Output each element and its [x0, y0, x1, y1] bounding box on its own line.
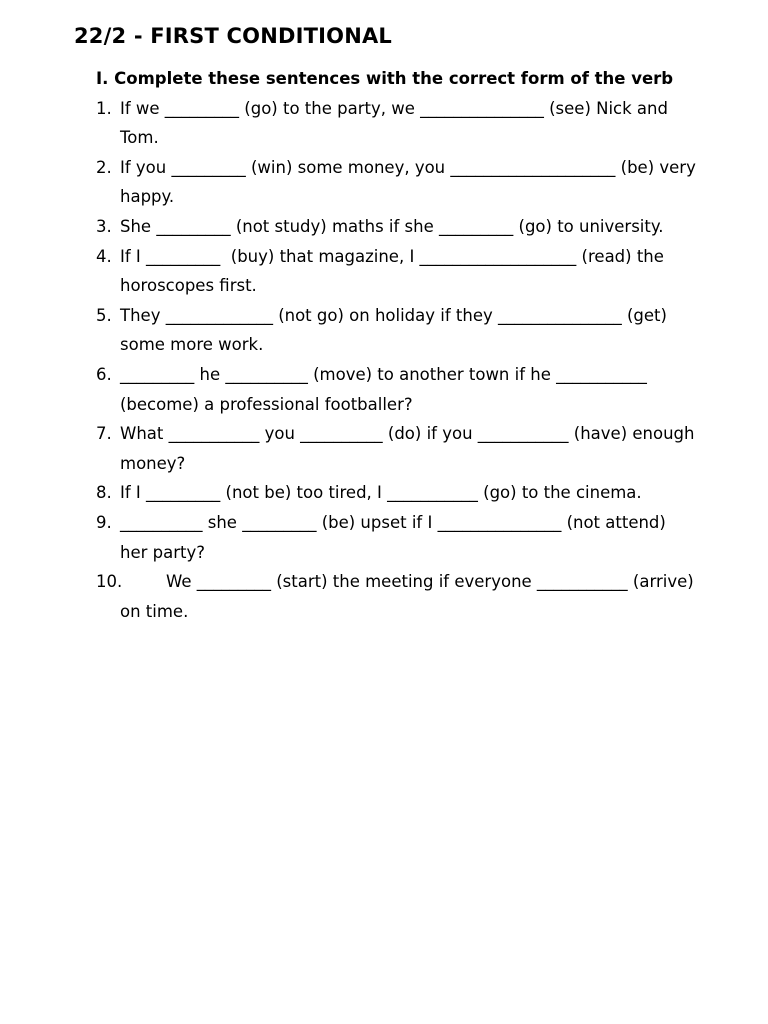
exercise-item-3 — [96, 212, 696, 242]
item-number: 2. — [96, 157, 112, 177]
item-sentence: If you _________ (win) some money, you ____________________ (be) very happy. — [120, 157, 702, 207]
item-sentence: __________ she _________ (be) upset if I _______________ (not attend) her party? — [120, 512, 672, 562]
item-number: 7. — [96, 424, 112, 444]
item-sentence: What ___________ you __________ (do) if you ___________ (have) enough money? — [120, 424, 700, 473]
exercise-item-10 — [96, 567, 699, 626]
item-number: 4. — [96, 246, 112, 266]
exercise-section — [96, 64, 702, 626]
item-number: 6. — [96, 364, 112, 384]
item-number: 1. — [96, 98, 112, 118]
exercise-item-8 — [96, 478, 696, 508]
exercise-item-4 — [96, 242, 696, 301]
item-number: 8. — [96, 483, 112, 503]
item-sentence: If I _________ (buy) that magazine, I ___________________ (read) the horoscopes first. — [120, 246, 670, 296]
exercise-item-9 — [96, 508, 696, 567]
worksheet-title: 22/2 - FIRST CONDITIONAL — [74, 24, 393, 48]
item-sentence: We _________ (start) the meeting if everyone ___________ (arrive) on time. — [120, 572, 699, 621]
exercise-instruction: I. Complete these sentences with the correct form of the verb — [96, 69, 674, 88]
item-number: 3. — [96, 216, 112, 236]
item-number: 5. — [96, 305, 112, 325]
item-sentence: She _________ (not study) maths if she _________ (go) to university. — [120, 216, 664, 236]
exercise-item-7 — [96, 419, 700, 478]
item-sentence: If we _________ (go) to the party, we _______________ (see) Nick and Tom. — [120, 98, 674, 148]
exercise-list — [96, 94, 702, 627]
item-number: 10. — [96, 572, 123, 592]
item-sentence: They _____________ (not go) on holiday if they _______________ (get) some more work. — [120, 305, 673, 355]
item-sentence: _________ he __________ (move) to another town if he ___________ (become) a professional footballer? — [120, 364, 653, 414]
exercise-item-5 — [96, 301, 696, 360]
exercise-item-1 — [96, 94, 696, 153]
exercise-item-6 — [96, 360, 696, 419]
exercise-item-2 — [96, 153, 702, 212]
item-number: 9. — [96, 512, 112, 532]
item-sentence: If I _________ (not be) too tired, I ___________ (go) to the cinema. — [120, 483, 642, 503]
